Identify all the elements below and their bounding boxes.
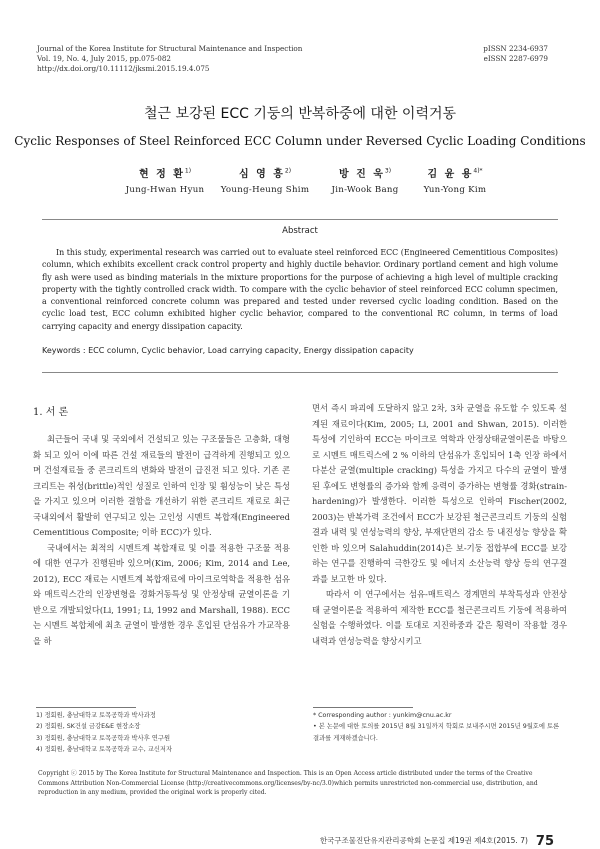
author-affiliation-mark: 4)* (473, 167, 483, 175)
corresponding-author: * Corresponding author : yunkim@cnu.ac.kr (313, 712, 452, 719)
body-paragraph: 국내에서는 최적의 시멘트계 복합재료 및 이를 적용한 구조물 적용에 대한 연구가 진행된바 있으며(Kim, 2006; Kim, 2014 and Lee, 2012), ECC 재료는 시멘트계 복합재료에 마이크로역학을 적용한 섬유와 매트릭스간의 인장변형을 경화거동특성 및 안정상태 균열이론을 기반으로 개발되었다(Li, 1991; Li, 1992 and Marshall, 1988). ECC는 시멘트 복합체에 최초 균열이 발생한 경우 혼입된 단섬유가 가교작용을 하 (33, 542, 290, 646)
abstract-top-rule (42, 219, 558, 220)
footer-journal: 한국구조물진단유지관리공학회 논문집 제19권 제4호(2015. 7) (319, 836, 528, 845)
footnote: 4) 정회원, 충남대학교 토목공학과 교수, 교신저자 (36, 746, 173, 754)
body-paragraph: 따라서 이 연구에서는 섬유-매트릭스 경계면의 부착특성과 안전상태 균열이론을 적용하여 제작한 ECC를 철근콘크리트 기둥에 적용하여 실험을 수행하였다. 이를 토대로 지진하중과 같은 횡력이 작용할 경우 내력과 연성능력을 향상시키고 (312, 589, 567, 646)
keywords (42, 346, 558, 355)
author-affiliation-mark: 2) (284, 167, 292, 175)
footnote-rule-right (313, 707, 413, 708)
pissn: pISSN 2234-6937 (483, 44, 548, 53)
author-name-ko: 김 윤 용 (427, 169, 474, 180)
body-column-right (312, 401, 567, 649)
copyright-notice: Copyright ⓒ 2015 by The Korea Institute for Structural Maintenance and Inspection. This is an Open Access article distributed under the terms of the Creative Commons Attribution Non-Commercial License (http://creativecommons.org/licenses/by-nc/3.0)which permits unrestricted non-commercial use, distribution, and reproduction in any medium, provided the original work is properly cited. (38, 770, 538, 797)
body-paragraph: 면서 즉시 파괴에 도달하지 않고 2차, 3차 균열을 유도할 수 있도록 설계된 재료이다(Kim, 2005; Li, 2001 and Shwan, 2015). 이러한 특성에 기인하여 ECC는 마이크로 역학과 안정상태균열이론을 바탕으로 시멘트 매트릭스에 2 % 이하의 단섬유가 혼입되어 1축 인장 하에서 다분산 균열(multiple cracking) 특성을 가지고 다수의 균열이 발생된 후에도 변형률의 증가와 함께 응력이 증가하는 변형률 경화(strain-hardening)가 발생한다. 이러한 특성으로 인하여 Fischer(2002, 2003)는 반복가력 조건에서 ECC가 보강된 철근콘크리트 기둥의 실험결과 내력 및 연성능력의 향상, 부재단면의 감소 등 내진성능 향상을 확인한 바 있으며 Salahuddin(2014)은 보-기둥 접합부에 ECC를 보강하는 연구를 진행하여 극한강도 및 에너지 소산능력 향상 등의 연구결과를 보고한 바 있다. (312, 403, 567, 584)
journal-header (37, 44, 302, 74)
footnotes-right (313, 710, 563, 744)
abstract-heading: Abstract (282, 226, 318, 236)
doi-link[interactable]: http://dx.doi.org/10.11112/jksmi.2015.19.4.075 (37, 64, 210, 73)
journal-name: Journal of the Korea Institute for Structural Maintenance and Inspection (37, 44, 303, 53)
issn-block (483, 44, 548, 64)
author-name-ko: 심 영 흥 (238, 169, 285, 180)
author-name-ko: 현 정 환 (138, 169, 185, 180)
author-name-ko: 방 진 욱 (338, 169, 385, 180)
journal-volume: Vol. 19, No. 4, July 2015, pp.075-082 (37, 54, 172, 63)
page-footer (320, 832, 554, 847)
page-number: 75 (535, 834, 554, 849)
footnotes-left (36, 710, 296, 756)
author-affiliation-mark: 1) (184, 167, 192, 175)
title-korean: 철근 보강된 ECC 기둥의 반복하중에 대한 이력거동 (143, 106, 457, 122)
title-english: Cyclic Responses of Steel Reinforced ECC Column under Reversed Cyclic Loading Conditions (14, 134, 586, 148)
body-paragraph: 최근들어 국내 및 국외에서 건설되고 있는 구조물들은 고층화, 대형화 되고 있어 이에 따른 건설 재료들의 발전이 급격하게 진행되고 있으며 건설재료들 중 콘크리트의 변화와 발전이 급진전 되고 있다. 기존 콘크리트는 취성(brittle)적인 성질로 인하여 인장 및 휨성능이 낮은 특성을 가지고 있으며 이러한 결함을 개선하기 위한 콘크리트 재료로 최근 국내외에서 활발히 연구되고 있는 고인성 시멘트 복합재(Engineered Cementitious Composite; 이하 ECC)가 있다. (33, 434, 290, 537)
author (210, 165, 320, 195)
author-name-en: Young-Heung Shim (220, 185, 310, 195)
keywords-label: Keywords : (42, 346, 89, 355)
author-name-en: Jung-Hwan Hyun (125, 185, 205, 195)
section-title: 1. 서 론 (33, 407, 69, 418)
author (110, 165, 220, 195)
author-name-en: Jin-Wook Bang (331, 185, 399, 195)
abstract-text: In this study, experimental research was carried out to evaluate steel reinforced ECC (Engineered Cementitious Composites) column, which exhibits excellent crack control property and highly ductile behavior. Ordinary portland cement and high volume fly ash were used as binding materials in the mixture proportions for the purpose of achieving a high level of multiple cracking property with the tightly controlled crack width. To compare with the cyclic behavior of steel reinforced ECC column specimen, a conventional reinforced concrete column was prepared and tested under reversed cyclic loading condition. Based on the cyclic load test, ECC column exhibited higher cyclic behavior, compared to the conventional RC column, in terms of load carrying capacity and energy dissipation capacity. (42, 248, 558, 331)
footnote: 2) 정회원, SK건설 금강E&E 현장소장 (36, 723, 141, 731)
body-column-left (33, 432, 290, 649)
eissn: eISSN 2287-6979 (483, 54, 548, 63)
footnote: 1) 정회원, 충남대학교 토목공학과 박사과정 (36, 712, 156, 719)
discussion-note: • 본 논문에 대한 토의를 2015년 8월 31일까지 학회로 보내주시면 2015년 9월호에 토론결과를 게재하겠습니다. (313, 723, 560, 742)
footnote: 3) 정회원, 충남대학교 토목공학과 박사후 연구원 (36, 734, 171, 742)
author-affiliation-mark: 3) (384, 167, 392, 175)
keywords-text: ECC column, Cyclic behavior, Load carrying capacity, Energy dissipation capacity (88, 346, 414, 355)
author-name-en: Yun-Yong Kim (423, 185, 487, 195)
author (400, 165, 510, 195)
footnote-rule-left (36, 707, 136, 708)
abstract-bottom-rule (42, 372, 558, 373)
